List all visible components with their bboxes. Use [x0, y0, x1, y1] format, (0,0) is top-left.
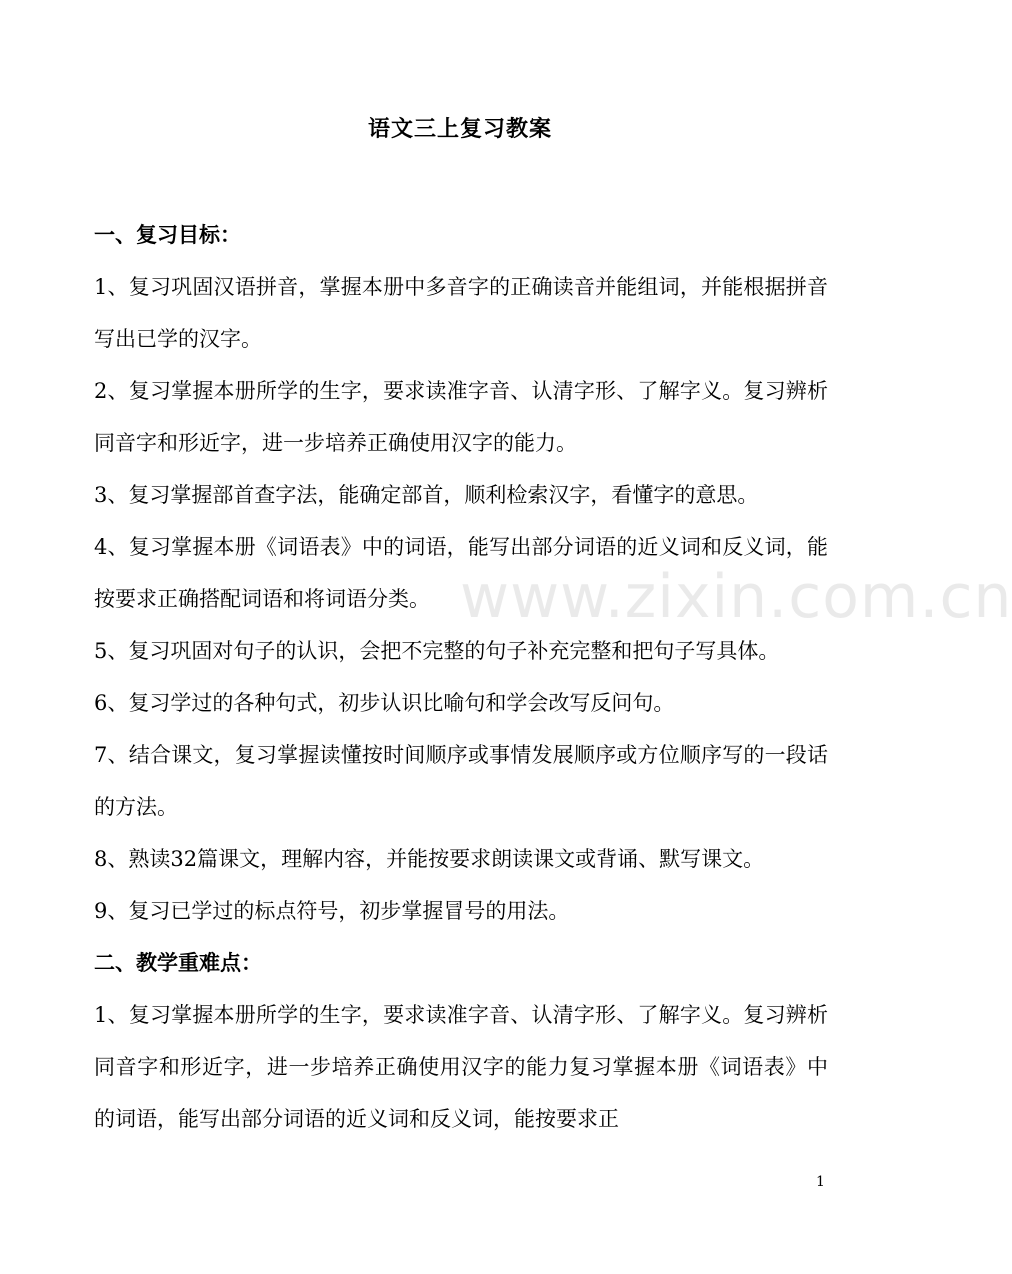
objective-item-6: 6、复习学过的各种句式，初步认识比喻句和学会改写反问句。	[94, 691, 675, 715]
section-heading-key-points: 二、教学重难点：	[94, 950, 262, 975]
objective-item-9: 9、复习已学过的标点符号，初步掌握冒号的用法。	[94, 899, 570, 923]
objective-item-7: 7、结合课文，复习掌握读懂按时间顺序或事情发展顺序或方位顺序写的一段话的方法。	[94, 743, 828, 819]
page-number: 1	[816, 1174, 825, 1190]
key-point-item-1: 1、复习掌握本册所学的生字，要求读准字音、认清字形、了解字义。复习辨析同音字和形近字，进一步培养正确使用汉字的能力复习掌握本册《词语表》中的词语，能写出部分词语的近义词和反义词，能按要求正	[94, 1003, 828, 1131]
document-title: 语文三上复习教案	[367, 116, 552, 142]
objective-item-8: 8、熟读32篇课文，理解内容，并能按要求朗读课文或背诵、默写课文。	[94, 847, 765, 871]
watermark: www.zixin.com.cn	[460, 562, 1012, 632]
section-heading-objectives: 一、复习目标：	[94, 222, 241, 247]
objective-item-2: 2、复习掌握本册所学的生字，要求读准字音、认清字形、了解字义。复习辨析同音字和形近字，进一步培养正确使用汉字的能力。	[94, 379, 828, 455]
objective-item-4: 4、复习掌握本册《词语表》中的词语，能写出部分词语的近义词和反义词，能按要求正确搭配词语和将词语分类。	[94, 535, 828, 611]
objective-item-1: 1、复习巩固汉语拼音，掌握本册中多音字的正确读音并能组词，并能根据拼音写出已学的汉字。	[94, 275, 828, 351]
objective-item-3: 3、复习掌握部首查字法，能确定部首，顺利检索汉字，看懂字的意思。	[94, 483, 759, 507]
document-body	[94, 209, 828, 1145]
objective-item-5: 5、复习巩固对句子的认识，会把不完整的句子补充完整和把句子写具体。	[94, 639, 780, 663]
